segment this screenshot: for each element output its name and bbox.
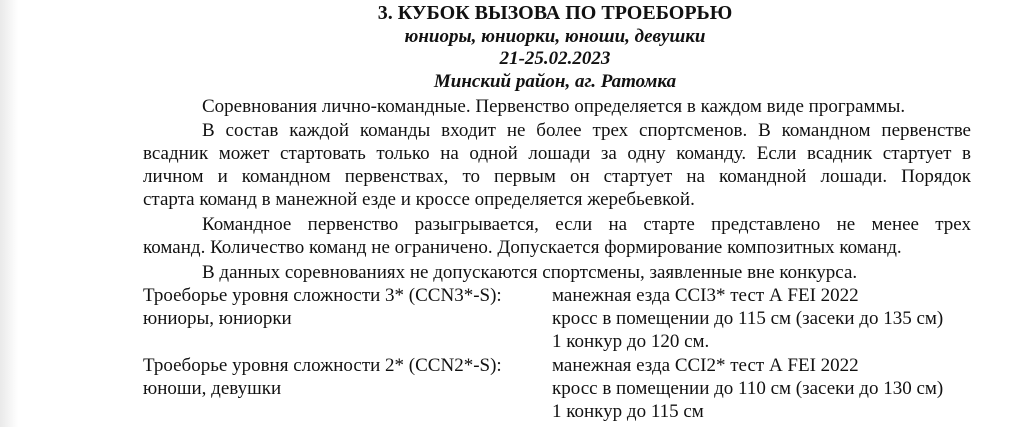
event-1-test-jumping: 1 конкур до 120 см.: [552, 331, 710, 352]
paragraph-2-line-4: старта команд в манежной езде и кроссе определяется жеребьевкой.: [143, 189, 695, 210]
event-1-group: юниоры, юниорки: [143, 308, 292, 329]
event-dates: 21-25.02.2023: [499, 48, 611, 69]
paragraph-4: В данных соревнованиях не допускаются спортсмены, заявленные вне конкурса.: [202, 262, 858, 283]
event-1-test-dressage: манежная езда CCI3* тест А FEI 2022: [552, 285, 859, 306]
paragraph-2-line-1: В состав каждой команды входит не более трех спортсменов. В командном первенстве: [202, 120, 971, 141]
event-2-group: юноши, девушки: [143, 378, 282, 399]
event-2-test-dressage: манежная езда CCI2* тест А FEI 2022: [552, 355, 859, 376]
paragraph-1: Соревнования лично-командные. Первенство определяется в каждом виде программы.: [202, 96, 906, 117]
event-2-level: Троеборье уровня сложности 2* (CCN2*-S):: [143, 355, 502, 376]
event-2-test-cross: кросс в помещении до 110 см (засеки до 130 см): [552, 378, 944, 399]
paragraph-2-line-2: всадник может стартовать только на одной лошади за одну команду. Если всадник стартует в: [143, 143, 971, 164]
event-location: Минский район, аг. Ратомка: [433, 71, 677, 92]
paragraph-3-line-2: команд. Количество команд не ограничено. Допускается формирование композитных команд.: [143, 237, 902, 258]
paragraph-2-line-3: личном и командном первенствах, то первым он стартует на командной лошади. Порядок: [143, 166, 971, 187]
event-2-test-jumping: 1 конкур до 115 см: [552, 401, 704, 422]
event-1-test-cross: кросс в помещении до 115 см (засеки до 135 см): [552, 308, 944, 329]
section-title: 3. КУБОК ВЫЗОВА ПО ТРОЕБОРЬЮ: [377, 2, 733, 24]
participant-categories: юниоры, юниорки, юноши, девушки: [404, 26, 706, 47]
event-1-level: Троеборье уровня сложности 3* (CCN3*-S):: [143, 285, 502, 306]
paragraph-3-line-1: Командное первенство разыгрывается, если на старте представлено не менее трех: [202, 214, 971, 235]
cut-off-next-line: [143, 421, 973, 427]
